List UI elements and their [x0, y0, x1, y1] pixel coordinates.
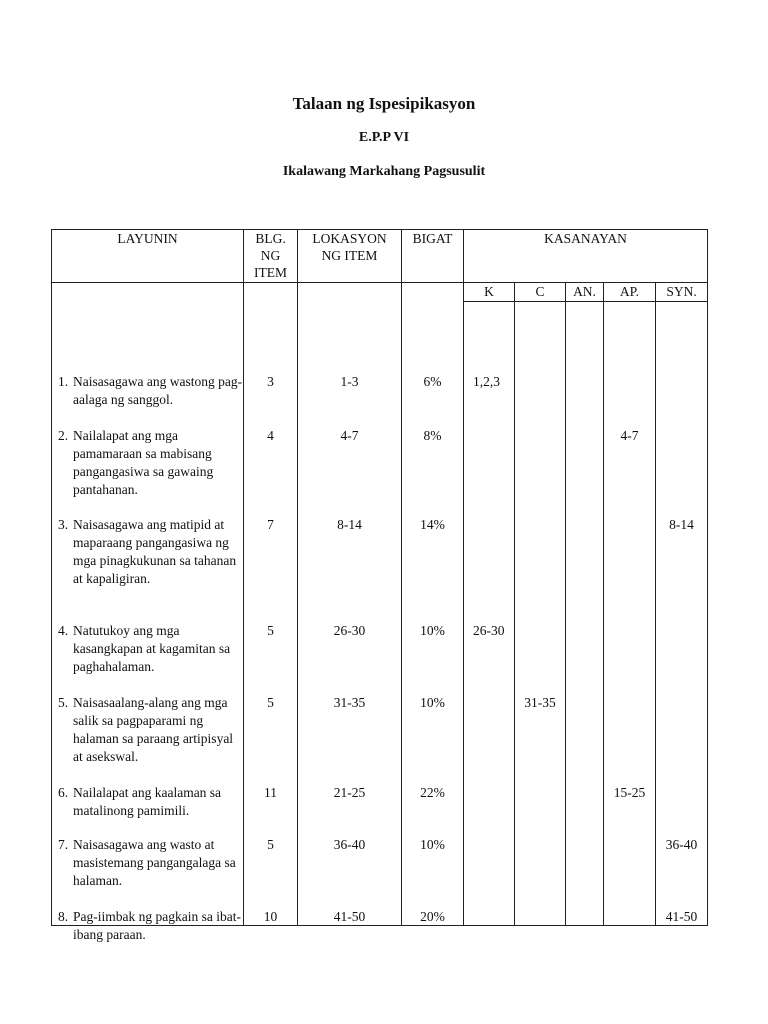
cell-blg: 5 — [267, 837, 274, 852]
header-bigat: BIGAT — [402, 230, 464, 283]
objective-text: Natutukoy ang mga kasangkapan at kagamitan sa paghahalaman. — [73, 623, 231, 674]
cell-bigat: 8% — [423, 428, 442, 443]
blg-column — [244, 283, 298, 926]
objective-item — [58, 836, 243, 890]
objective-item — [58, 427, 243, 499]
cell-lokasyon: 4-7 — [340, 428, 359, 443]
header-k: K — [464, 283, 515, 302]
cell-syn: 8-14 — [669, 517, 694, 532]
cell-lokasyon: 26-30 — [333, 623, 366, 638]
cell-blg: 11 — [264, 785, 277, 800]
objective-text: Naisasagawa ang wastong pag-aalaga ng sanggol. — [73, 374, 243, 407]
an-column — [566, 302, 604, 926]
header-an: AN. — [566, 283, 604, 302]
objective-number: 7. — [58, 837, 69, 852]
objective-item — [58, 622, 243, 676]
cell-bigat: 10% — [420, 837, 445, 852]
cell-lokasyon: 36-40 — [333, 837, 366, 852]
cell-bigat: 22% — [420, 785, 445, 800]
cell-lokasyon: 8-14 — [337, 517, 362, 532]
objective-item — [58, 373, 243, 409]
cell-bigat: 10% — [420, 623, 445, 638]
objective-number: 4. — [58, 623, 69, 638]
document-exam: Ikalawang Markahang Pagsusulit — [282, 164, 486, 179]
cell-ap: 15-25 — [613, 785, 646, 800]
header-layunin: LAYUNIN — [52, 230, 244, 283]
cell-blg: 7 — [267, 517, 274, 532]
cell-bigat: 10% — [420, 695, 445, 710]
cell-lokasyon: 1-3 — [340, 374, 359, 389]
objective-item — [58, 784, 243, 820]
objective-number: 6. — [58, 785, 69, 800]
cell-blg: 4 — [267, 428, 274, 443]
cell-bigat: 14% — [420, 517, 445, 532]
objective-text: Naisasagawa ang matipid at maparaang pangangasiwa ng mga pinagkukunan sa tahanan at kapaligiran. — [73, 517, 237, 586]
cell-k: 26-30 — [473, 623, 505, 638]
header-lokasyon: LOKASYON NG ITEM — [298, 230, 402, 283]
cell-ap: 4-7 — [620, 428, 639, 443]
cell-c: 31-35 — [524, 695, 556, 710]
objective-number: 2. — [58, 428, 69, 443]
ap-column — [604, 302, 656, 926]
document-subject: E.P.P VI — [358, 130, 410, 145]
objective-text: Nailalapat ang mga pamamaraan sa mabisang pangangasiwa sa gawaing pantahanan. — [73, 428, 214, 497]
bigat-column — [402, 283, 464, 926]
cell-blg: 3 — [267, 374, 274, 389]
document-title: Talaan ng Ispesipikasyon — [292, 94, 476, 113]
objective-item — [58, 516, 243, 588]
k-column — [464, 302, 515, 926]
cell-bigat: 20% — [420, 909, 445, 924]
layunin-column — [52, 283, 244, 942]
objective-text: Naisasaalang-alang ang mga salik sa pagpaparami ng halaman sa paraang artipisyal at asekswal. — [73, 695, 234, 764]
objective-number: 3. — [58, 517, 69, 532]
cell-blg: 5 — [267, 695, 274, 710]
syn-column — [656, 302, 708, 926]
cell-blg: 5 — [267, 623, 274, 638]
header-blg: BLG. NG ITEM — [244, 230, 298, 283]
objective-number: 1. — [58, 374, 69, 389]
objective-number: 5. — [58, 695, 69, 710]
lokasyon-column — [298, 283, 402, 926]
objective-item — [58, 908, 243, 944]
header-c: C — [515, 283, 566, 302]
header-syn: SYN. — [656, 283, 708, 302]
cell-blg: 10 — [263, 909, 278, 924]
cell-syn: 41-50 — [665, 909, 698, 924]
objective-text: Pag-iimbak ng pagkain sa ibat-ibang paraan. — [73, 909, 241, 942]
specification-table — [51, 229, 708, 942]
header-kasanayan: KASANAYAN — [464, 230, 708, 283]
objective-number: 8. — [58, 909, 69, 924]
cell-lokasyon: 21-25 — [333, 785, 366, 800]
header-ap: AP. — [604, 283, 656, 302]
cell-k: 1,2,3 — [473, 374, 500, 389]
objective-item — [58, 694, 243, 766]
cell-lokasyon: 31-35 — [333, 695, 366, 710]
cell-lokasyon: 41-50 — [333, 909, 366, 924]
c-column — [515, 302, 566, 926]
objective-text: Naisasagawa ang wasto at masistemang pangangalaga sa halaman. — [73, 837, 236, 888]
cell-bigat: 6% — [423, 374, 442, 389]
objective-text: Nailalapat ang kaalaman sa matalinong pamimili. — [73, 785, 222, 818]
cell-syn: 36-40 — [665, 837, 698, 852]
